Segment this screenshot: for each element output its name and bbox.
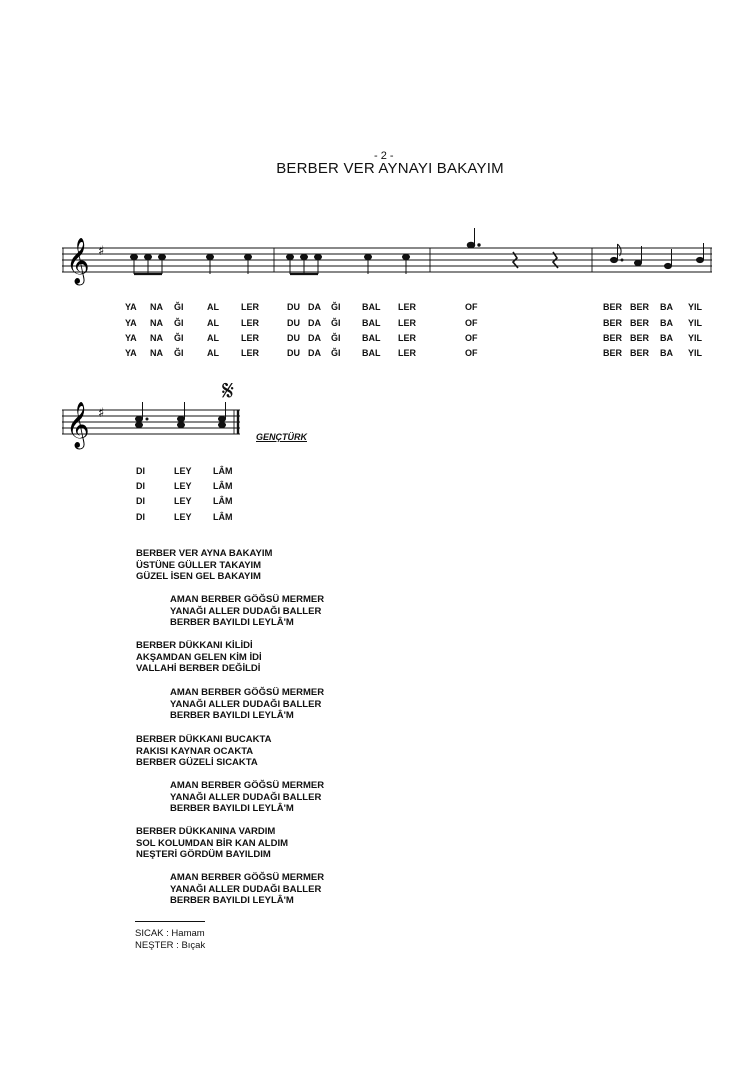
lyric-syllable: OF — [465, 302, 478, 312]
lyric-syllable: LER — [241, 302, 259, 312]
treble-clef-icon: 𝄞 — [66, 402, 90, 448]
lyric-line: YANAĞI ALLER DUDAĞI BALLER — [170, 698, 322, 710]
lyric-syllable: NA — [150, 333, 163, 343]
lyric-syllable: BA — [660, 333, 673, 343]
lyric-syllable: AL — [207, 348, 219, 358]
music-staff-2 — [62, 398, 252, 458]
footnote-nester: NEŞTER : Bıçak — [135, 939, 206, 951]
lyric-line: GÜZEL İSEN GEL BAKAYIM — [136, 571, 261, 582]
lyric-syllable: BAL — [362, 333, 381, 343]
lyric-line: AMAN BERBER GÖĞSÜ MERMER — [170, 687, 325, 698]
lyric-line: ÜSTÜNE GÜLLER TAKAYIM — [136, 559, 262, 571]
lyric-syllable: LER — [241, 333, 259, 343]
lyric-syllable: AL — [207, 302, 219, 312]
lyric-syllable: BER — [630, 348, 650, 358]
lyric-syllable: NA — [150, 348, 163, 358]
lyric-syllable: BAL — [362, 302, 381, 312]
lyric-syllable: LEY — [174, 466, 192, 476]
chorus-3 — [170, 780, 324, 815]
lyric-syllable: AL — [207, 318, 219, 328]
lyric-syllable: DA — [308, 318, 321, 328]
lyric-syllable: OF — [465, 333, 478, 343]
lyric-syllable: LÂM — [213, 466, 233, 476]
lyric-syllable: BER — [603, 348, 623, 358]
lyric-syllable: YA — [125, 318, 137, 328]
lyric-syllable: NA — [150, 302, 163, 312]
lyric-syllable: BA — [660, 302, 673, 312]
lyric-line: RAKISI KAYNAR OCAKTA — [136, 745, 254, 757]
lyric-syllable: LER — [241, 348, 259, 358]
verse-3 — [136, 734, 271, 769]
lyric-syllable: DI — [136, 481, 145, 491]
chorus-2 — [170, 687, 324, 722]
lyric-syllable: ĞI — [331, 333, 341, 343]
sharp-icon: ♯ — [98, 406, 105, 421]
lyric-syllable: DU — [287, 348, 300, 358]
lyric-syllable: DU — [287, 318, 300, 328]
lyric-syllable: YA — [125, 302, 137, 312]
lyric-syllable: DI — [136, 496, 145, 506]
lyric-syllable: BAL — [362, 318, 381, 328]
lyric-line: AMAN BERBER GÖĞSÜ MERMER — [170, 872, 325, 883]
page-number: - 2 - — [374, 150, 394, 162]
lyric-line: BERBER DÜKKANI KİLİDİ — [136, 640, 253, 651]
lyric-syllable: BER — [603, 302, 623, 312]
lyric-line: YANAĞI ALLER DUDAĞI BALLER — [170, 605, 322, 617]
chorus-1 — [170, 594, 324, 629]
lyric-line: BERBER BAYILDI LEYLÂ'M — [170, 710, 294, 721]
lyric-syllable: BA — [660, 348, 673, 358]
footnote-sicak: SICAK : Hamam — [135, 928, 205, 939]
lyric-syllable: ĞI — [331, 302, 341, 312]
chorus-4 — [170, 872, 324, 907]
lyric-syllable: BER — [630, 302, 650, 312]
lyric-syllable: YA — [125, 333, 137, 343]
verse-1 — [136, 548, 272, 583]
lyric-syllable: LEY — [174, 481, 192, 491]
footnotes — [135, 928, 205, 951]
lyric-syllable: DI — [136, 512, 145, 522]
lyric-syllable: YIL — [688, 302, 703, 312]
lyric-line: VALLAHİ BERBER DEĞİLDİ — [136, 663, 261, 674]
lyric-syllable: YIL — [688, 333, 703, 343]
treble-clef-icon: 𝄞 — [66, 238, 90, 284]
verse-4 — [136, 826, 288, 861]
lyric-syllable: DU — [287, 302, 300, 312]
segno-icon: 𝄋 — [222, 374, 235, 407]
verse-2 — [136, 640, 262, 675]
lyric-line: AMAN BERBER GÖĞSÜ MERMER — [170, 780, 325, 791]
lyric-syllable: BA — [660, 318, 673, 328]
lyric-syllable: DI — [136, 466, 145, 476]
lyric-syllable: LÂM — [213, 481, 233, 491]
lyric-syllable: YIL — [688, 348, 703, 358]
lyric-line: BERBER DÜKKANINA VARDIM — [136, 826, 276, 837]
lyric-line: BERBER VER AYNA BAKAYIM — [136, 548, 273, 559]
lyric-syllable: LER — [241, 318, 259, 328]
lyric-syllable: LER — [398, 348, 416, 358]
lyric-line: BERBER BAYILDI LEYLÂ'M — [170, 895, 294, 906]
lyric-syllable: BER — [603, 318, 623, 328]
lyric-syllable: AL — [207, 333, 219, 343]
lyric-line: YANAĞI ALLER DUDAĞI BALLER — [170, 791, 322, 803]
lyric-syllable: DU — [287, 333, 300, 343]
lyric-line: BERBER BAYILDI LEYLÂ'M — [170, 617, 294, 628]
lyric-line: BERBER BAYILDI LEYLÂ'M — [170, 803, 294, 814]
song-title: BERBER VER AYNAYI BAKAYIM — [276, 160, 504, 177]
lyric-syllable: BAL — [362, 348, 381, 358]
lyric-syllable: LÂM — [213, 512, 233, 522]
lyric-syllable: DA — [308, 302, 321, 312]
lyric-syllable: LER — [398, 302, 416, 312]
lyric-line: YANAĞI ALLER DUDAĞI BALLER — [170, 883, 322, 895]
lyric-syllable: ĞI — [174, 318, 184, 328]
signature: GENÇTÜRK — [256, 432, 307, 442]
lyric-syllable: LER — [398, 318, 416, 328]
lyric-line: BERBER DÜKKANI BUCAKTA — [136, 734, 272, 745]
lyric-syllable: YIL — [688, 318, 703, 328]
lyric-syllable: NA — [150, 318, 163, 328]
lyric-syllable: ĞI — [174, 302, 184, 312]
lyric-syllable: LEY — [174, 512, 192, 522]
lyric-line: BERBER GÜZELİ SICAKTA — [136, 757, 258, 768]
lyric-syllable: OF — [465, 348, 478, 358]
lyric-syllable: YA — [125, 348, 137, 358]
lyric-syllable: LÂM — [213, 496, 233, 506]
lyric-syllable: BER — [603, 333, 623, 343]
lyric-syllable: DA — [308, 348, 321, 358]
lyric-syllable: DA — [308, 333, 321, 343]
footnote-divider — [135, 921, 205, 922]
lyric-syllable: LEY — [174, 496, 192, 506]
lyric-syllable: LER — [398, 333, 416, 343]
lyric-line: AMAN BERBER GÖĞSÜ MERMER — [170, 594, 325, 605]
sharp-icon: ♯ — [98, 244, 105, 259]
lyric-syllable: OF — [465, 318, 478, 328]
lyric-syllable: ĞI — [174, 333, 184, 343]
lyric-syllable: ĞI — [174, 348, 184, 358]
lyric-line: NEŞTERİ GÖRDÜM BAYILDIM — [136, 849, 271, 860]
lyric-syllable: BER — [630, 318, 650, 328]
lyric-line: SOL KOLUMDAN BİR KAN ALDIM — [136, 837, 288, 849]
lyric-syllable: ĞI — [331, 348, 341, 358]
lyric-line: AKŞAMDAN GELEN KİM İDİ — [136, 651, 262, 663]
music-staff-1 — [62, 228, 722, 288]
lyric-syllable: BER — [630, 333, 650, 343]
lyric-syllable: ĞI — [331, 318, 341, 328]
